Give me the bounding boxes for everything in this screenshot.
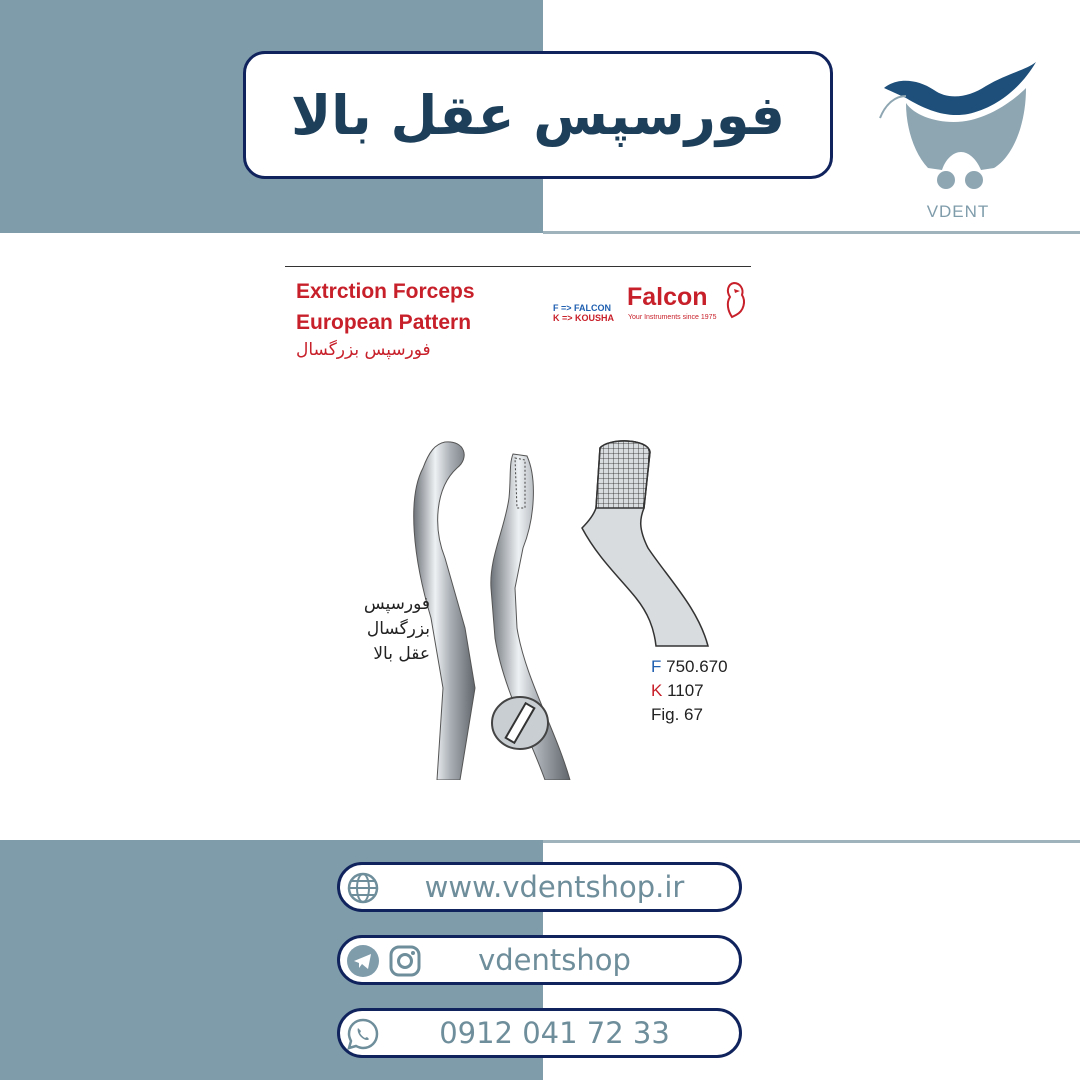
header-divider: [543, 231, 1080, 234]
legend-kousha: K => KOUSHA: [553, 313, 615, 323]
catalog-rule: [285, 266, 751, 267]
title-box: [243, 51, 833, 179]
legend-falcon: F => FALCON: [553, 303, 612, 313]
social-pill[interactable]: [337, 935, 742, 985]
falcon-bird-icon: [720, 281, 748, 319]
website-pill[interactable]: [337, 862, 742, 912]
code-falcon-letter: F: [651, 657, 662, 676]
catalog-title-line1: Extrction Forceps: [296, 280, 475, 303]
catalog-title-line2: European Pattern: [296, 311, 472, 334]
code-kousha-value: 1107: [667, 681, 704, 700]
figure-number: Fig. 67: [651, 705, 703, 724]
footer-divider: [543, 840, 1080, 843]
code-kousha-letter: K: [651, 681, 663, 700]
brand-tagline: Your Instruments since 1975: [628, 314, 717, 321]
logo-text: VDENT: [926, 202, 990, 221]
website-link[interactable]: www.vdentshop.ir: [424, 870, 685, 904]
social-handle[interactable]: vdentshop: [478, 943, 631, 977]
code-falcon-value: 750.670: [666, 657, 728, 676]
vdent-logo-icon: [876, 48, 1046, 223]
side-label: [330, 592, 430, 667]
side-label-line2: بزرگسال: [366, 619, 430, 639]
phone-pill[interactable]: [337, 1008, 742, 1058]
side-label-line1: فورسپس: [363, 594, 430, 614]
phone-number[interactable]: 0912 041 72 33: [439, 1016, 670, 1050]
page-title: فورسپس عقل بالا: [290, 83, 786, 147]
catalog-subtitle-fa: فورسپس بزرگسال: [296, 340, 431, 360]
code-falcon: [651, 657, 728, 677]
side-label-line3: عقل بالا: [373, 644, 430, 664]
code-kousha: [651, 681, 704, 701]
brand-name: Falcon: [627, 283, 708, 311]
forceps-image: [405, 438, 580, 780]
beak-profile-image: [578, 438, 713, 648]
